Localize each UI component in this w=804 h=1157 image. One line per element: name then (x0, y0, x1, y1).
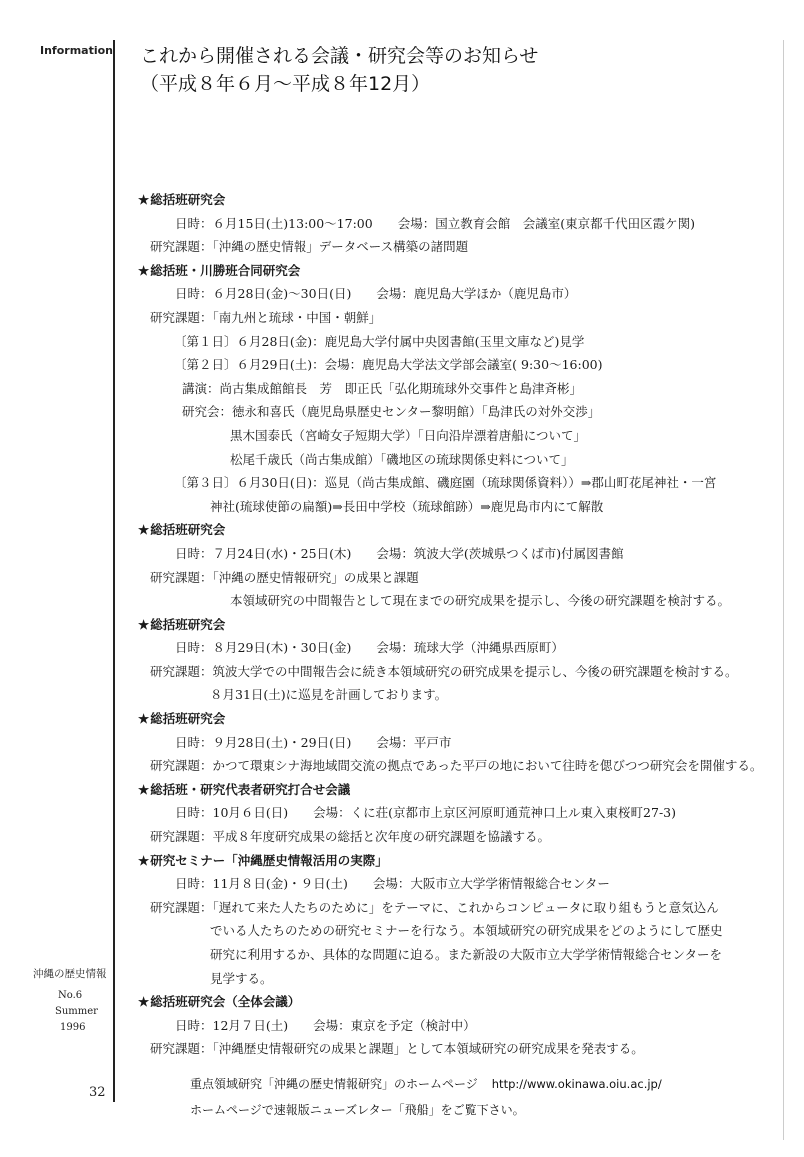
line-text: 〔第２日〕６月29日(土)：会場：鹿児島大学法文学部会議室( 9:30～16:00) (174, 357, 603, 373)
event-detail-line (138, 353, 778, 377)
section-heading (138, 188, 778, 212)
section-heading (138, 613, 778, 637)
line-text: 本領域研究の中間報告として現在までの研究成果を提示し、今後の研究課題を検討する。 (230, 593, 731, 609)
line-text: 黒木国泰氏（宮崎女子短期大学）「日向沿岸漂着唐船について」 (230, 427, 587, 443)
star-icon: ★ (138, 781, 150, 797)
section-heading (138, 778, 778, 802)
line-text: 〔第１日〕６月28日(金)：鹿児島大学付属中央図書館(玉里文庫など)見学 (174, 333, 585, 349)
line-text: 日時：９月28日(土)・29日(日) 会場：平戸市 (175, 734, 452, 750)
line-text: 研究セミナー「沖縄歴史情報活用の実際」 (150, 852, 388, 868)
line-text: 日時：６月28日(金)～30日(日) 会場：鹿児島大学ほか（鹿児島市） (175, 286, 577, 302)
line-text: 日時：７月24日(水)・25日(木) 会場：筑波大学(茨城県つくば市)付属図書館 (175, 545, 624, 561)
event-detail-line (138, 872, 778, 896)
line-text: 見学する。 (210, 970, 273, 986)
line-text: 研究会：徳永和喜氏（鹿児島県歴史センター黎明館）「島津氏の対外交渉」 (182, 404, 601, 420)
section-heading (138, 990, 778, 1014)
line-text: 総括班研究会 (150, 522, 226, 538)
event-detail-line (138, 471, 778, 495)
event-detail-line (138, 542, 778, 566)
line-text: 日時：８月29日(木)・30日(金) 会場：琉球大学（沖縄県西原町） (175, 640, 564, 656)
star-icon: ★ (138, 711, 150, 727)
event-detail-line (138, 282, 778, 306)
margin-rule (113, 40, 115, 1102)
line-text: 総括班研究会 (150, 616, 226, 632)
line-text: 研究課題：筑波大学での中間報告会に続き本領域研究の研究成果を提示し、今後の研究課題を検討する。 (150, 663, 738, 679)
line-text: 研究に利用するか、具体的な問題に迫る。また新設の大阪市立大学学術情報総合センターを (210, 947, 723, 962)
publication-name: 沖縄の歴史情報 (33, 968, 107, 980)
event-detail-line (138, 589, 778, 613)
line-text: 総括班・川勝班合同研究会 (150, 262, 301, 278)
event-detail-line (138, 330, 778, 354)
event-detail-line (138, 754, 778, 778)
title-line-1: これから開催される会議・研究会等のお知らせ (140, 45, 539, 67)
line-text: 研究課題：「南九州と琉球・中国・朝鮮」 (150, 309, 382, 325)
line-text: 研究課題：「沖縄歴史情報研究の成果と課題」として本領域研究の研究成果を発表する。 (150, 1041, 644, 1057)
homepage-label: 重点領域研究「沖縄の歴史情報研究」のホームページ (190, 1077, 478, 1091)
page-number: 32 (89, 1085, 106, 1100)
star-icon: ★ (138, 262, 150, 278)
event-detail-line (138, 1014, 778, 1038)
event-detail-line (138, 424, 778, 448)
publication-number: No.6 (58, 990, 83, 1001)
event-detail-line (138, 731, 778, 755)
event-detail-line (138, 896, 778, 920)
line-text: 日時：11月８日(金)・９日(土) 会場：大阪市立大学学術情報総合センター (175, 876, 610, 892)
section-heading (138, 518, 778, 542)
section-heading (138, 259, 778, 283)
event-detail-line (138, 919, 778, 943)
publication-year: 1996 (60, 1022, 86, 1033)
star-icon: ★ (138, 192, 150, 207)
line-text: 〔第３日〕６月30日(日)：巡見（尚古集成館、磯庭園（琉球関係資料））⇒郡山町花尾神社・一宮 (174, 475, 717, 491)
star-icon: ★ (138, 616, 150, 632)
page-edge-rule (783, 40, 784, 1140)
line-text: 松尾千歳氏（尚古集成館）「磯地区の琉球関係史料について」 (230, 451, 574, 467)
event-detail-line (138, 636, 778, 660)
event-detail-line (138, 306, 778, 330)
line-text: 総括班研究会 (150, 192, 226, 207)
line-text: 総括班研究会（全体会議） (150, 994, 301, 1010)
event-list (138, 188, 778, 1061)
line-text: 研究課題：平成８年度研究成果の総括と次年度の研究課題を協議する。 (150, 829, 551, 845)
line-text: ８月31日(土)に巡見を計画しております。 (210, 687, 448, 703)
event-detail-line (138, 495, 778, 519)
section-heading (138, 849, 778, 873)
event-detail-line (138, 566, 778, 590)
event-detail-line (138, 1037, 778, 1061)
event-detail-line (138, 801, 778, 825)
event-detail-line (138, 967, 778, 991)
page-title (140, 42, 538, 98)
event-detail-line (138, 448, 778, 472)
section-label: Information (40, 44, 113, 57)
event-detail-line (138, 683, 778, 707)
line-text: でいる人たちのための研究セミナーを行なう。本領域研究の研究成果をどのようにして歴史 (210, 923, 723, 939)
event-detail-line (138, 400, 778, 424)
star-icon: ★ (138, 994, 150, 1010)
line-text: 総括班・研究代表者研究打合せ会議 (150, 781, 351, 797)
line-text: 日時：10月６日(日) 会場：くに荘(京都市上京区河原町通荒神口上ル東入東桜町27-3) (175, 805, 676, 821)
line-text: 日時：12月７日(土) 会場：東京を予定（検討中） (175, 1017, 476, 1033)
footer-notice (190, 1071, 662, 1123)
line-text: 研究課題：「沖縄の歴史情報研究」の成果と課題 (150, 569, 419, 585)
section-heading (138, 707, 778, 731)
line-text: 研究課題：「遅れて来た人たちのために」をテーマに、これからコンピュータに取り組もうと意気込ん (150, 899, 719, 915)
line-text: 研究課題：「沖縄の歴史情報」データベース構築の諸問題 (150, 239, 469, 255)
homepage-url[interactable]: http://www.okinawa.oiu.ac.jp/ (491, 1077, 662, 1091)
footer-line-1 (190, 1071, 662, 1097)
line-text: 神社(琉球使節の扁額)⇒長田中学校（琉球館跡）⇒鹿児島市内にて解散 (210, 498, 604, 514)
line-text: 研究課題：かつて環東シナ海地域間交流の拠点であった平戸の地において往時を偲びつつ研究会を開催する。 (150, 758, 763, 774)
event-detail-line (138, 377, 778, 401)
star-icon: ★ (138, 522, 150, 538)
line-text: 総括班研究会 (150, 711, 226, 727)
event-detail-line (138, 235, 778, 259)
line-text: 講演：尚古集成館館長 芳 即正氏「弘化期琉球外交事件と島津斉彬」 (182, 380, 583, 396)
publication-season: Summer (55, 1006, 98, 1017)
star-icon: ★ (138, 852, 150, 868)
line-text: 日時：６月15日(土)13:00～17:00 会場：国立教育会館 会議室(東京都千代田区霞ケ関) (175, 215, 695, 231)
event-detail-line (138, 943, 778, 967)
event-detail-line (138, 660, 778, 684)
title-line-2: （平成８年６月～平成８年12月） (140, 73, 431, 95)
event-detail-line (138, 212, 778, 236)
event-detail-line (138, 825, 778, 849)
footer-line-2: ホームページで速報版ニューズレター「飛船」をご覧下さい。 (190, 1103, 525, 1117)
